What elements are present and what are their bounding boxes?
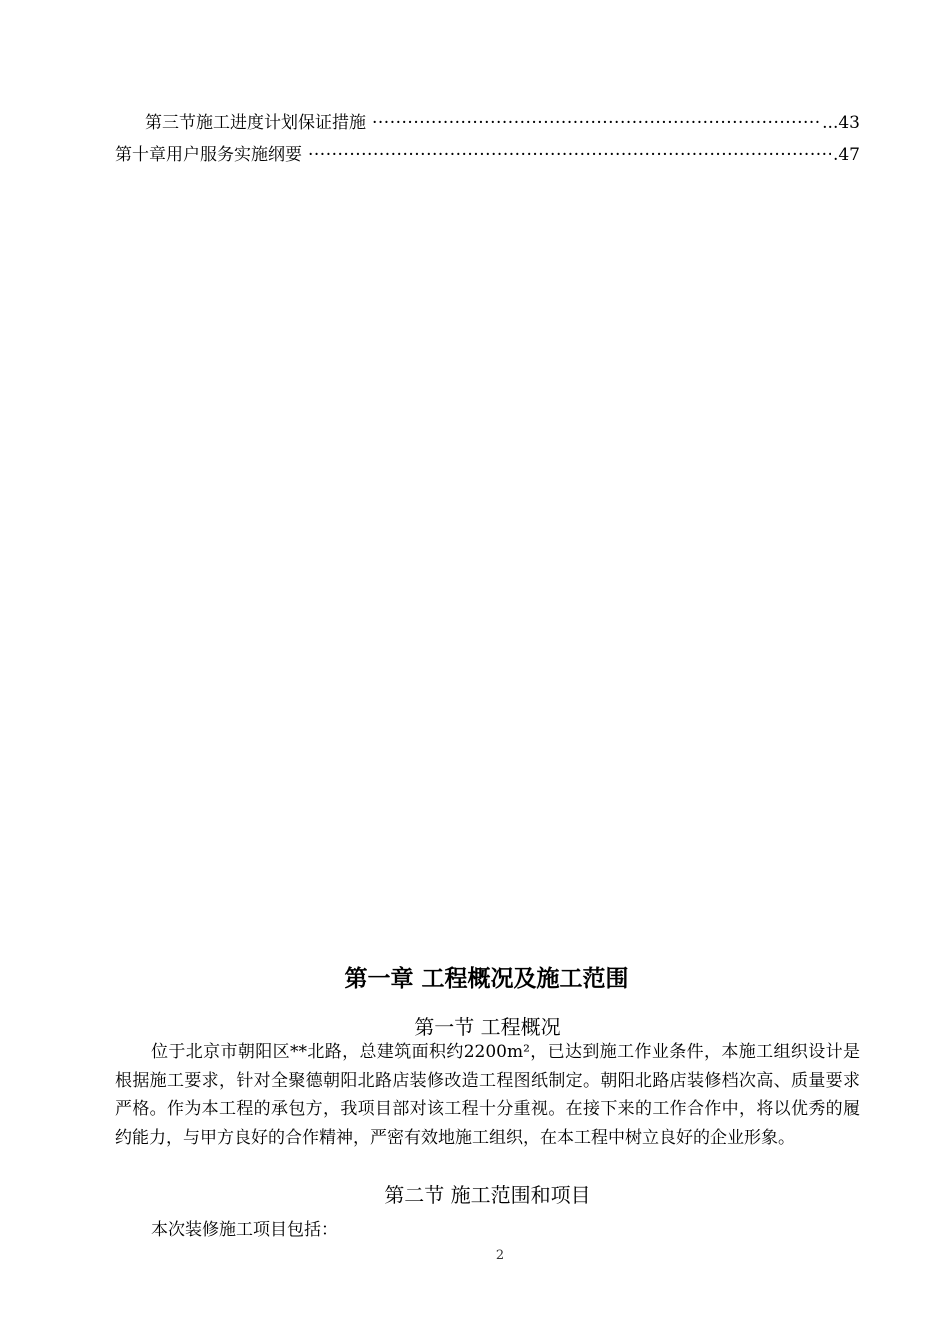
toc-page-number: .47 [832, 145, 860, 165]
section-title: 第一节 工程概况 [414, 1015, 561, 1039]
toc-entry-text: 第十章用户服务实施纲要 [115, 145, 302, 165]
toc-leader-dots [308, 145, 831, 165]
body-paragraph: 位于北京市朝阳区**北路，总建筑面积约2200m²，已达到施工作业条件，本施工组织设计是根据施工要求，针对全聚德朝阳北路店装修改造工程图纸制定。朝阳北路店装修档次高、质量要求严格。作为本工程的承包方，我项目部对该工程十分重视。在接下来的工作合作中，将以优秀的履约能力，与甲方良好的合作精神，严密有效地施工组织，在本工程中树立良好的企业形象。 [115, 1042, 860, 1148]
page-number: 2 [495, 1248, 505, 1263]
toc-entry-chapter10[interactable] [115, 145, 860, 165]
chapter-title: 第一章 工程概况及施工范围 [344, 965, 629, 992]
scope-intro-text: 本次装修施工项目包括： [151, 1220, 338, 1240]
toc-page-number: ...43 [822, 113, 860, 133]
toc-entry-section3[interactable] [115, 113, 860, 133]
toc-entry-text: 第三节施工进度计划保证措施 [145, 113, 366, 133]
toc-leader-dots [372, 113, 820, 133]
section-title: 第二节 施工范围和项目 [384, 1183, 591, 1207]
